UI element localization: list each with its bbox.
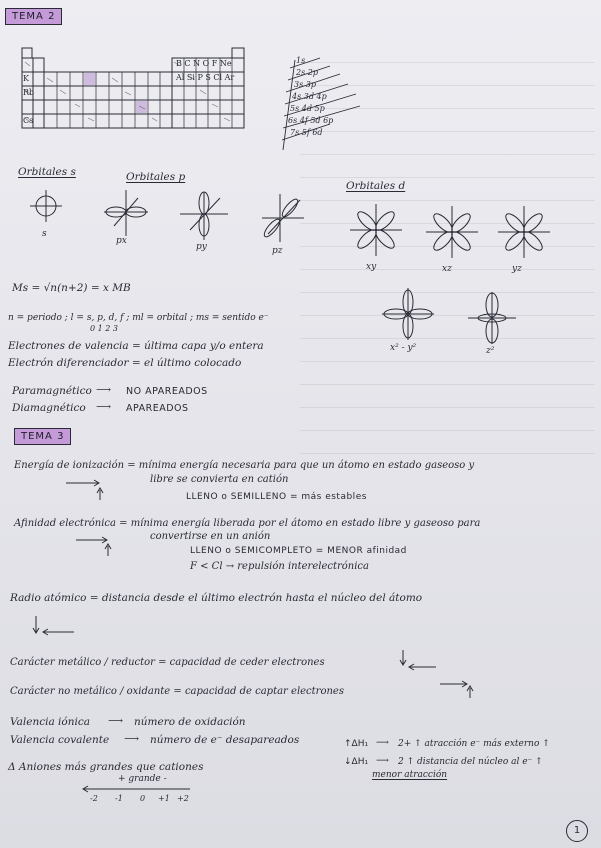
ionization-energy-def-2: libre se convierta en catión [150, 474, 289, 485]
orbital-xy-label: xy [366, 262, 377, 272]
orbital-pz-label: pz [272, 246, 283, 256]
scale-tick-3: 0 [140, 794, 146, 803]
orbital-z2-label: z² [486, 346, 495, 356]
aufbau-5: 5s 4d 5p [290, 104, 325, 113]
electron-affinity-def-2: convertirse en un anión [150, 531, 271, 542]
periodic-symbols-row1: B C N O F Ne [176, 59, 232, 68]
metallic-character-def: Carácter metálico / reductor = capacidad de ceder electrones [10, 657, 325, 668]
ionic-valence-arrow: ⟶ [108, 715, 124, 727]
periodic-symbols-row2: Al Si P S Cl Ar [176, 73, 235, 82]
affinity-rule-1: LLENO o SEMICOMPLETO = MENOR afinidad [190, 546, 407, 556]
trend-b-arrow: ⟶ [376, 756, 389, 766]
orbitals-p-title: Orbitales p [126, 171, 186, 183]
quantum-numbers-line: n = periodo ; l = s, p, d, f ; ml = orbital ; ms = sentido e⁻ [8, 313, 269, 323]
ionic-valence-term: Valencia iónica [10, 716, 90, 728]
diamagnetic-value: APAREADOS [126, 403, 189, 414]
ionization-energy-def: Energía de ionización = mínima energía necesaria para que un átomo en estado gaseoso y [14, 460, 475, 471]
tema-2-badge: TEMA 2 [5, 8, 62, 25]
ms-formula: Ms = √n(n+2) = x MB [12, 282, 131, 294]
trend-b-text-2: menor atracción [372, 770, 448, 780]
paramagnetic-value: NO APAREADOS [126, 386, 208, 397]
covalent-valence-arrow: ⟶ [124, 733, 140, 745]
periodic-label-cs: Cs [23, 116, 34, 125]
trend-a-text: 2+ ↑ atracción e⁻ más externo ↑ [398, 739, 550, 749]
tema-3-badge: TEMA 3 [14, 428, 71, 445]
scale-tick-4: +1 [158, 794, 170, 803]
aufbau-4: 4s 3d 4p [292, 92, 327, 101]
orbitals-s-title: Orbitales s [18, 166, 76, 178]
scale-tick-5: +2 [177, 794, 189, 803]
covalent-valence-term: Valencia covalente [10, 734, 110, 746]
orbitals-d-title: Orbitales d [346, 180, 406, 192]
orbital-x2y2-label: x² - y² [390, 343, 417, 353]
valence-electrons: Electrones de valencia = última capa y/o entera [8, 340, 264, 352]
diamagnetic-arrow: ⟶ [96, 401, 112, 413]
periodic-label-k: K [23, 74, 29, 83]
electron-affinity-def: Afinidad electrónica = mínima energía liberada por el átomo en estado libre y gaseoso para [14, 518, 481, 529]
trend-a-arrow: ⟶ [376, 738, 389, 748]
scale-tick-1: -2 [90, 794, 98, 803]
orbital-s-label: s [42, 229, 47, 239]
page-number: 1 [566, 820, 588, 842]
paramagnetic-term: Paramagnético [12, 385, 92, 397]
aufbau-3: 3s 3p [294, 80, 316, 89]
orbital-xz-label: xz [442, 264, 452, 274]
orbital-yz-label: yz [512, 264, 522, 274]
scale-label: + grande - [118, 774, 167, 784]
orbital-py-label: py [196, 242, 207, 252]
trend-b-label: ↓ΔH₁ [344, 757, 369, 767]
trend-a-label: ↑ΔH₁ [344, 739, 369, 749]
covalent-valence-value: número de e⁻ desapareados [150, 734, 300, 746]
anion-cation-note: Δ Aniones más grandes que cationes [8, 761, 204, 773]
aufbau-6: 6s 4f 5d 6p [288, 116, 334, 125]
aufbau-7: 7s 5f 6d [290, 128, 323, 137]
aufbau-1s: 1s [296, 56, 306, 65]
aufbau-2: 2s 2p [296, 68, 318, 77]
diamagnetic-term: Diamagnético [12, 402, 86, 414]
atomic-radius-def: Radio atómico = distancia desde el último electrón hasta el núcleo del átomo [10, 592, 423, 604]
affinity-rule-2: F < Cl → repulsión interelectrónica [190, 561, 369, 572]
paramagnetic-arrow: ⟶ [96, 384, 112, 396]
ionization-rule: LLENO o SEMILLENO = más estables [186, 492, 367, 502]
ionic-valence-value: número de oxidación [134, 716, 246, 728]
periodic-label-rb: Rb [23, 88, 35, 97]
quantum-numbers-sub: 0 1 2 3 [90, 324, 118, 333]
nonmetallic-character-def: Carácter no metálico / oxidante = capacidad de captar electrones [10, 686, 344, 697]
orbital-px-label: px [116, 236, 127, 246]
scale-tick-2: -1 [115, 794, 123, 803]
differentiating-electron: Electrón diferenciador = el último colocado [8, 357, 242, 369]
trend-b-text: 2 ↑ distancia del núcleo al e⁻ ↑ [398, 757, 543, 767]
